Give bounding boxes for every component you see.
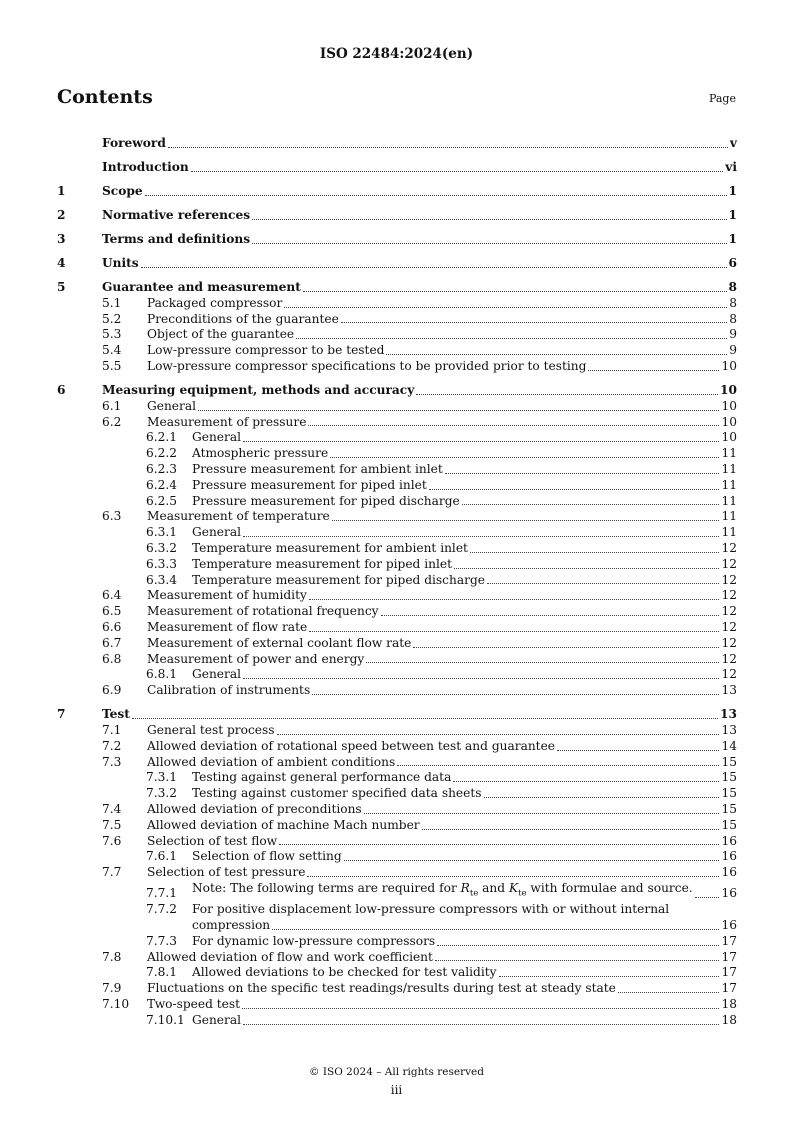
toc-entry-title: General [147, 398, 196, 413]
toc-entry-number: 4 [57, 256, 66, 271]
toc-entry-number: 7.6.1 [146, 849, 178, 864]
page-column-label: Page [708, 92, 736, 105]
toc-entry[interactable] [57, 934, 737, 950]
toc-entry-title: Allowed deviation of ambient conditions [147, 754, 396, 769]
toc-entry[interactable] [57, 525, 737, 541]
dot-leader [364, 813, 720, 814]
toc-entry[interactable] [57, 683, 737, 699]
dot-leader [344, 860, 720, 861]
toc-entry-number: 7.7.3 [146, 933, 178, 948]
toc-entry-page: vi [725, 160, 737, 175]
toc-entry[interactable] [57, 950, 737, 966]
contents-heading: Contents [57, 86, 153, 108]
toc-entry-page: 12 [721, 620, 737, 635]
toc-entry-page: 1 [728, 208, 737, 223]
dot-leader [437, 945, 719, 946]
dot-leader [307, 876, 719, 877]
dot-leader [453, 781, 719, 782]
toc-entry-title: Packaged compressor [147, 295, 283, 310]
toc-entry-page: 12 [721, 556, 737, 571]
toc-entry-number: 2 [57, 208, 66, 223]
toc-entry-page: 15 [721, 754, 737, 769]
toc-entry[interactable] [57, 383, 737, 399]
dot-leader [557, 750, 719, 751]
toc-entry[interactable] [57, 256, 737, 272]
toc-entry-number: 7.1 [102, 722, 122, 737]
toc-entry-number: 5.4 [102, 343, 122, 358]
toc-entry-page: 8 [729, 311, 737, 326]
toc-entry-title: Normative references [102, 208, 251, 223]
toc-entry[interactable] [57, 755, 737, 771]
toc-entry-page: 12 [721, 667, 737, 682]
toc-entry[interactable] [57, 541, 737, 557]
dot-leader [309, 631, 719, 632]
toc-entry[interactable] [57, 707, 737, 723]
toc-entry-number: 6.2.1 [146, 430, 178, 445]
dot-leader [695, 897, 720, 898]
dot-leader [243, 678, 719, 679]
toc-entry-page: 1 [728, 184, 737, 199]
toc-entry-number: 5.3 [102, 327, 122, 342]
toc-entry-page: 11 [721, 525, 737, 540]
toc-entry-title: General [192, 525, 241, 540]
toc-entry[interactable] [57, 280, 737, 296]
toc-entry[interactable] [57, 770, 737, 786]
toc-entry-page: 11 [721, 462, 737, 477]
toc-entry-page: 11 [721, 446, 737, 461]
toc-entry[interactable] [57, 902, 737, 934]
toc-entry-title: Introduction [102, 160, 189, 175]
toc-entry-title: Two-speed test [147, 996, 241, 1011]
toc-entry-page: 15 [721, 817, 737, 832]
toc-entry-page: 17 [721, 965, 737, 980]
toc-entry-number: 6 [57, 383, 66, 398]
toc-entry-number: 6.6 [102, 620, 122, 635]
toc-entry[interactable] [57, 327, 737, 343]
toc-entry[interactable] [57, 136, 737, 152]
toc-entry-page: 12 [721, 572, 737, 587]
toc-entry-number: 7.7.1 [146, 886, 178, 901]
toc-entry[interactable] [57, 208, 737, 224]
toc-entry[interactable] [57, 184, 737, 200]
toc-entry-number: 5.5 [102, 359, 122, 374]
toc-entry[interactable] [57, 723, 737, 739]
toc-entry-title: Low-pressure compressor specifications to be provided prior to testing [147, 359, 587, 374]
toc-entry-page: 12 [721, 588, 737, 603]
toc-entry-number: 6.4 [102, 588, 122, 603]
toc-entry-number: 6.8 [102, 651, 122, 666]
toc-entry[interactable] [57, 312, 737, 328]
toc-entry-title: Units [102, 256, 139, 271]
toc-entry-title: Note: The following terms are required for $R_{te}$ and $K_{te}$ with formulae and source. [192, 880, 693, 899]
toc-entry-title: Testing against general performance data [192, 770, 452, 785]
toc-entry[interactable] [57, 399, 737, 415]
toc-entry-title: Testing against customer specified data sheets [192, 786, 482, 801]
toc-entry-number: 7.2 [102, 738, 122, 753]
table-of-contents [57, 128, 737, 1029]
toc-entry[interactable] [57, 739, 737, 755]
toc-entry-number: 3 [57, 232, 66, 247]
toc-entry-title: Selection of test pressure [147, 865, 306, 880]
toc-entry[interactable] [57, 160, 737, 176]
toc-entry-page: 18 [721, 996, 737, 1011]
toc-entry-page: 9 [729, 327, 737, 342]
toc-entry-number: 6.2.3 [146, 462, 178, 477]
toc-entry-title: Pressure measurement for ambient inlet [192, 462, 443, 477]
toc-entry-number: 6.8.1 [146, 667, 178, 682]
toc-entry-page: 17 [721, 981, 737, 996]
toc-entry-number: 6.2.2 [146, 446, 178, 461]
toc-entry-title-line2: compression [192, 917, 271, 932]
toc-entry-page: 10 [721, 414, 737, 429]
toc-entry-title: Allowed deviation of preconditions [147, 801, 362, 816]
toc-entry-title: Measuring equipment, methods and accuracy [102, 383, 415, 398]
toc-entry-number: 7.7.2 [146, 902, 178, 917]
toc-entry-number: 6.2.5 [146, 493, 178, 508]
document-id-header: ISO 22484:2024(en) [319, 46, 474, 62]
toc-entry-page: 15 [721, 770, 737, 785]
toc-entry-page: 16 [721, 865, 737, 880]
toc-entry-title: For dynamic low-pressure compressors [192, 933, 436, 948]
toc-entry[interactable] [57, 802, 737, 818]
dot-leader [429, 489, 720, 490]
toc-entry-title: Guarantee and measurement [102, 280, 301, 295]
toc-entry-title: Fluctuations on the specific test readings/results during test at steady state [147, 981, 616, 996]
dot-leader [462, 504, 720, 505]
toc-entry-page: 17 [721, 933, 737, 948]
toc-entry-title: Measurement of external coolant flow rate [147, 635, 412, 650]
toc-entry-title: General [192, 430, 241, 445]
toc-entry-title: General [192, 667, 241, 682]
dot-leader [308, 425, 719, 426]
toc-entry-title: Temperature measurement for ambient inlet [192, 541, 468, 556]
toc-entry-number: 7.8.1 [146, 965, 178, 980]
toc-entry-title: Atmospheric pressure [192, 446, 329, 461]
toc-entry[interactable] [57, 834, 737, 850]
toc-entry-page: 16 [721, 833, 737, 848]
toc-entry-page: 10 [721, 430, 737, 445]
toc-entry-page: 13 [721, 683, 737, 698]
toc-entry-number: 6.5 [102, 604, 122, 619]
toc-entry[interactable] [57, 881, 737, 902]
toc-entry-title: Temperature measurement for piped inlet [192, 556, 452, 571]
toc-entry[interactable] [57, 588, 737, 604]
dot-leader [332, 520, 720, 521]
toc-entry-number: 7.7 [102, 865, 122, 880]
toc-entry[interactable] [57, 232, 737, 248]
toc-entry-number: 6.3.3 [146, 556, 178, 571]
toc-entry[interactable] [57, 965, 737, 981]
toc-entry-title: Measurement of power and energy [147, 651, 365, 666]
dot-leader [132, 718, 718, 719]
dot-leader [279, 844, 719, 845]
toc-entry[interactable] [57, 573, 737, 589]
toc-entry-page: 16 [721, 917, 737, 932]
dot-leader [454, 568, 720, 569]
toc-entry-number: 7.6 [102, 833, 122, 848]
toc-entry-page: 10 [720, 383, 737, 398]
toc-entry-page: 16 [721, 849, 737, 864]
toc-entry-page: v [729, 136, 737, 151]
toc-entry-page: 8 [728, 280, 737, 295]
dot-leader [312, 694, 719, 695]
toc-entry-page: 6 [728, 256, 737, 271]
toc-entry-number: 5.2 [102, 311, 122, 326]
toc-entry[interactable] [57, 997, 737, 1013]
toc-entry-number: 5 [57, 280, 66, 295]
toc-entry-title: Object of the guarantee [147, 327, 295, 342]
toc-entry-page: 15 [721, 786, 737, 801]
toc-entry-title: Allowed deviation of rotational speed between test and guarantee [147, 738, 556, 753]
toc-entry-title: Pressure measurement for piped discharge [192, 493, 460, 508]
toc-entry-number: 6.3.4 [146, 572, 178, 587]
toc-entry-title: Pressure measurement for piped inlet [192, 477, 427, 492]
toc-entry-title: Calibration of instruments [147, 683, 311, 698]
dot-leader [243, 441, 719, 442]
toc-entry-page: 10 [721, 398, 737, 413]
toc-entry-page: 11 [721, 477, 737, 492]
dot-leader [422, 829, 720, 830]
toc-entry-title: For positive displacement low-pressure compressors with or without internal [192, 902, 670, 917]
toc-entry-number: 7.3 [102, 754, 122, 769]
dot-leader [366, 662, 719, 663]
toc-entry-page: 17 [721, 949, 737, 964]
toc-entry-number: 7.3.1 [146, 770, 178, 785]
toc-entry[interactable] [57, 981, 737, 997]
toc-entry[interactable] [57, 462, 737, 478]
toc-entry-page: 12 [721, 604, 737, 619]
toc-entry-title: General test process [147, 722, 275, 737]
toc-entry-number: 6.3.1 [146, 525, 178, 540]
toc-entry-title: Measurement of rotational frequency [147, 604, 379, 619]
dot-leader [303, 291, 727, 292]
dot-leader [487, 583, 720, 584]
dot-leader [341, 322, 727, 323]
toc-entry-page: 16 [721, 886, 737, 901]
dot-leader [397, 765, 719, 766]
dot-leader [618, 992, 720, 993]
toc-entry[interactable] [57, 604, 737, 620]
dot-leader [413, 647, 719, 648]
page-number: iii [390, 1083, 403, 1097]
toc-entry-title: Selection of flow setting [192, 849, 342, 864]
toc-entry-number: 6.2 [102, 414, 122, 429]
toc-entry-page: 1 [728, 232, 737, 247]
toc-entry-title: Selection of test flow [147, 833, 278, 848]
toc-entry-number: 6.2.4 [146, 477, 178, 492]
toc-entry[interactable] [57, 430, 737, 446]
dot-leader [141, 267, 727, 268]
toc-entry-page: 9 [729, 343, 737, 358]
dot-leader [252, 243, 726, 244]
toc-entry-title: Foreword [102, 136, 166, 151]
toc-entry-page: 12 [721, 635, 737, 650]
dot-leader [484, 797, 720, 798]
toc-entry[interactable] [57, 667, 737, 683]
toc-entry-page: 12 [721, 541, 737, 556]
toc-entry-number: 7.5 [102, 817, 122, 832]
toc-entry-page: 11 [721, 509, 737, 524]
toc-entry-title: Test [102, 707, 130, 722]
toc-entry-title: Low-pressure compressor to be tested [147, 343, 385, 358]
dot-leader [309, 599, 720, 600]
dot-leader [435, 960, 720, 961]
toc-entry-page: 12 [721, 651, 737, 666]
toc-entry-page: 13 [720, 707, 737, 722]
copyright-footer: © ISO 2024 – All rights reserved [309, 1066, 484, 1078]
toc-entry-page: 18 [721, 1012, 737, 1027]
toc-entry-number: 7.4 [102, 801, 122, 816]
toc-entry-title: Terms and definitions [102, 232, 251, 247]
toc-entry[interactable] [57, 818, 737, 834]
dot-leader [470, 552, 720, 553]
toc-entry-page: 15 [721, 801, 737, 816]
dot-leader [445, 473, 720, 474]
toc-entry[interactable] [57, 620, 737, 636]
toc-entry-title: Measurement of pressure [147, 414, 307, 429]
dot-leader [252, 219, 726, 220]
dot-leader [588, 370, 719, 371]
toc-entry-title: Temperature measurement for piped discharge [192, 572, 485, 587]
toc-entry-number: 7.8 [102, 949, 122, 964]
dot-leader [243, 1024, 719, 1025]
dot-leader [330, 457, 719, 458]
toc-entry[interactable] [57, 652, 737, 668]
toc-entry[interactable] [57, 849, 737, 865]
toc-entry[interactable] [57, 359, 737, 375]
dot-leader [416, 394, 718, 395]
toc-entry-page: 8 [729, 295, 737, 310]
dot-leader [386, 354, 727, 355]
dot-leader [284, 307, 727, 308]
toc-entry-number: 1 [57, 184, 66, 199]
toc-entry-number: 7.9 [102, 981, 122, 996]
toc-entry-number: 7 [57, 707, 66, 722]
dot-leader [272, 929, 719, 930]
toc-entry[interactable] [57, 478, 737, 494]
toc-entry-page: 11 [721, 493, 737, 508]
toc-entry[interactable] [57, 494, 737, 510]
toc-entry-title-block [192, 902, 737, 934]
toc-entry[interactable] [57, 446, 737, 462]
toc-entry-title: Allowed deviations to be checked for test validity [192, 965, 497, 980]
toc-entry[interactable] [57, 636, 737, 652]
toc-entry[interactable] [57, 343, 737, 359]
toc-entry-number: 6.9 [102, 683, 122, 698]
toc-entry-number: 7.3.2 [146, 786, 178, 801]
toc-entry-page: 14 [721, 738, 737, 753]
toc-entry-page: 13 [721, 722, 737, 737]
toc-entry-number: 5.1 [102, 295, 122, 310]
toc-entry-number: 6.3 [102, 509, 122, 524]
toc-entry-title: Measurement of humidity [147, 588, 307, 603]
dot-leader [243, 536, 719, 537]
toc-entry-number: 6.3.2 [146, 541, 178, 556]
toc-entry-title: Scope [102, 184, 143, 199]
dot-leader [499, 976, 720, 977]
toc-entry-title: Measurement of temperature [147, 509, 330, 524]
dot-leader [168, 147, 728, 148]
toc-entry-number: 7.10.1 [146, 1012, 185, 1027]
dot-leader [296, 338, 727, 339]
toc-entry[interactable] [57, 865, 737, 881]
toc-entry-title: Allowed deviation of machine Mach number [147, 817, 420, 832]
toc-entry-number: 7.10 [102, 996, 130, 1011]
toc-entry[interactable] [57, 1013, 737, 1029]
toc-entry-title: Preconditions of the guarantee [147, 311, 339, 326]
dot-leader [198, 410, 719, 411]
dot-leader [277, 734, 720, 735]
toc-entry-title: Measurement of flow rate [147, 620, 308, 635]
dot-leader [191, 171, 723, 172]
toc-entry-number: 6.1 [102, 398, 122, 413]
toc-entry[interactable] [57, 296, 737, 312]
toc-entry-title-continued [192, 918, 737, 934]
toc-entry[interactable] [57, 786, 737, 802]
toc-entry-number: 6.7 [102, 635, 122, 650]
toc-entry[interactable] [57, 415, 737, 431]
dot-leader [381, 615, 720, 616]
toc-entry[interactable] [57, 557, 737, 573]
dot-leader [145, 195, 727, 196]
toc-entry-page: 10 [721, 359, 737, 374]
dot-leader [242, 1008, 719, 1009]
toc-entry-title: General [192, 1012, 241, 1027]
toc-entry[interactable] [57, 509, 737, 525]
toc-entry-title: Allowed deviation of flow and work coefficient [147, 949, 433, 964]
